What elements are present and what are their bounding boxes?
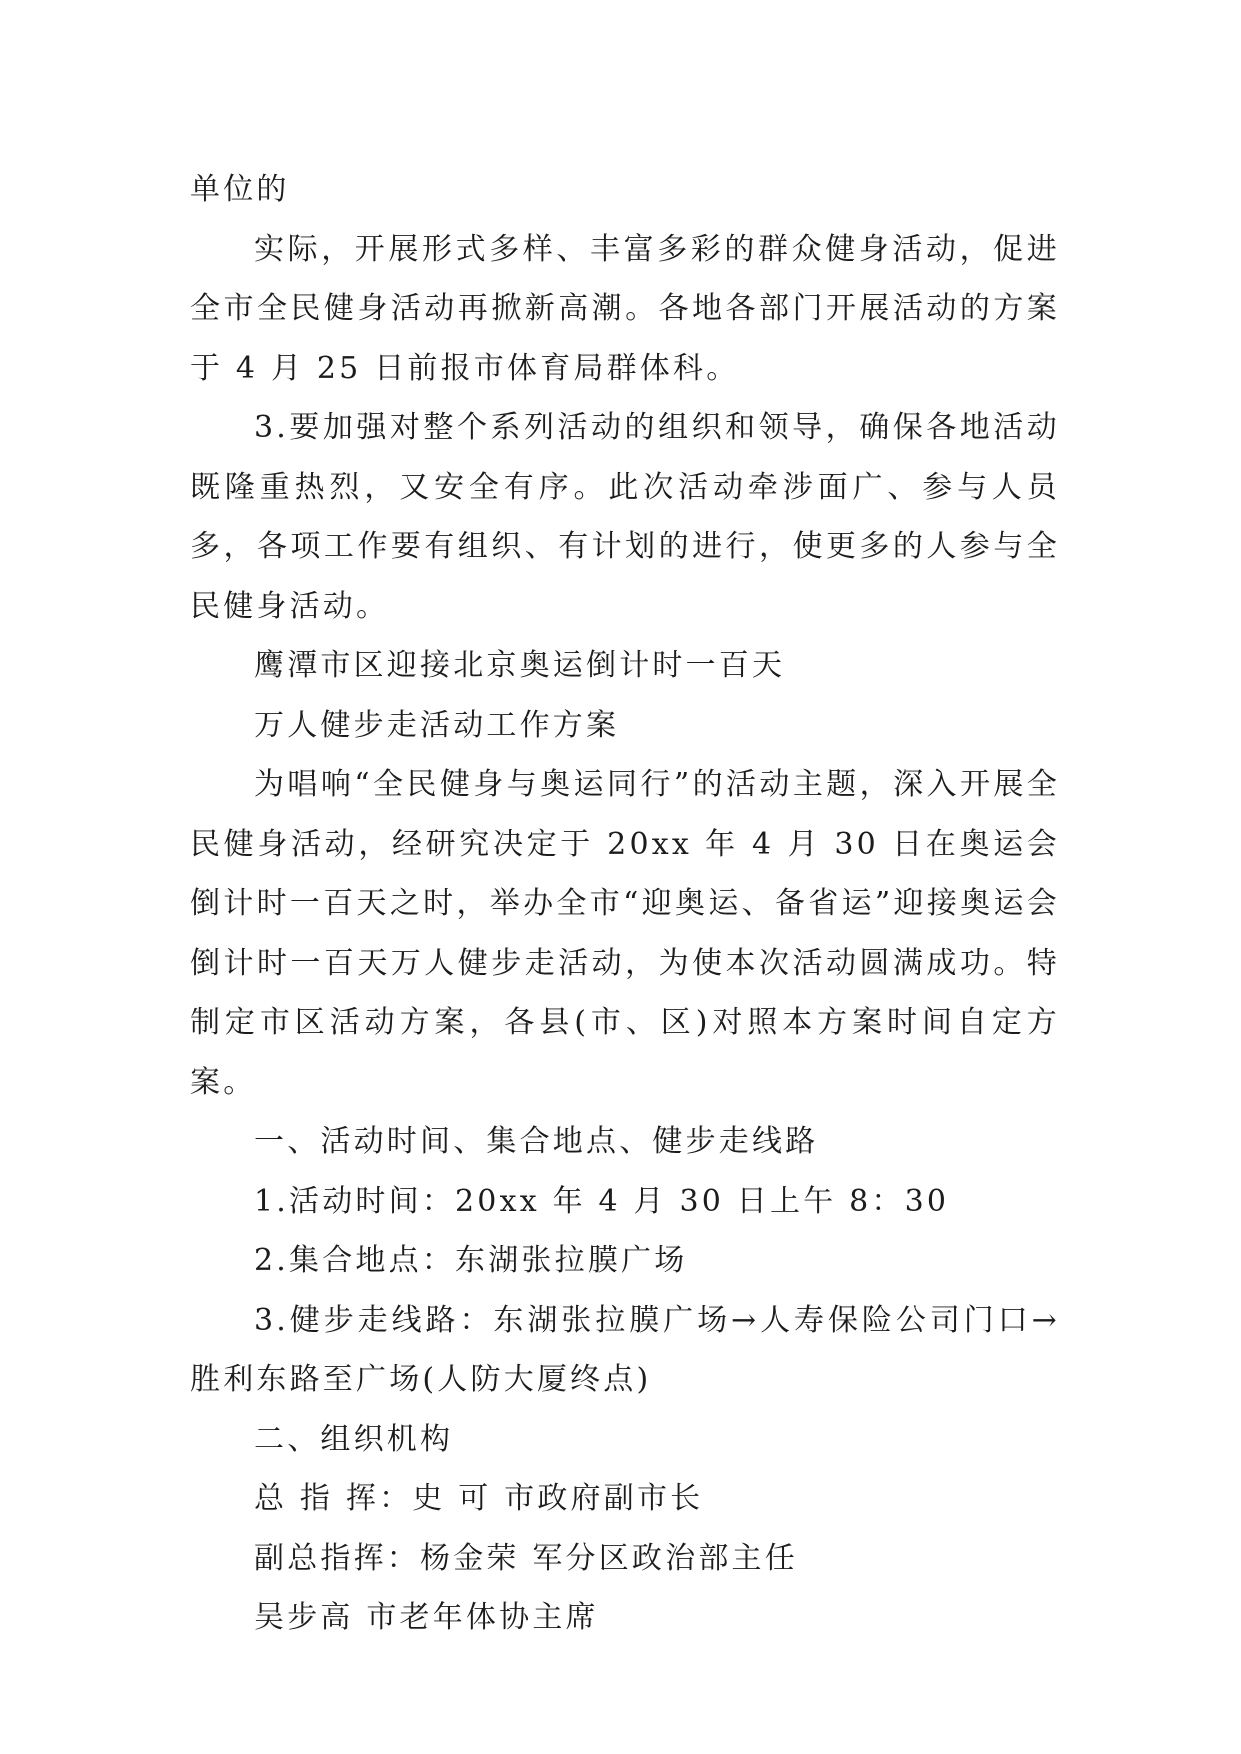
- item-walking-route: 3.健步走线路：东湖张拉膜广场→人寿保险公司门口→胜利东路至广场(人防大厦终点): [190, 1302, 1060, 1397]
- paragraph-title-line-2: 万人健步走活动工作方案: [254, 707, 620, 743]
- item-commander: 总 指 挥：史 可 市政府副市长: [254, 1481, 704, 1516]
- paragraph-title-line-1: 鹰潭市区迎接北京奥运倒计时一百天: [254, 648, 786, 683]
- paragraph-actual: 实际，开展形式多样、丰富多彩的群众健身活动，促进全市全民健身活动再掀新高潮。各地各部门开展活动的方案于 4 月 25 日前报市体育局群体科。: [190, 231, 1060, 386]
- paragraph-organization: 3.要加强对整个系列活动的组织和领导，确保各地活动既隆重热烈，又安全有序。此次活动牵涉面广、参与人员多，各项工作要有组织、有计划的进行，使更多的人参与全民健身活动。: [190, 410, 1060, 624]
- item-activity-time: 1.活动时间：20xx 年 4 月 30 日上午 8：30: [254, 1183, 950, 1219]
- item-member: 吴步高 市老年体协主席: [254, 1600, 599, 1635]
- item-gathering-place: 2.集合地点：东湖张拉膜广场: [254, 1243, 688, 1278]
- paragraph-intro: 为唱响“全民健身与奥运同行”的活动主题，深入开展全民健身活动，经研究决定于 20xx 年 4 月 30 日在奥运会倒计时一百天之时，举办全市“迎奥运、备省运”迎接奥运会倒计时一百天万人健步走活动，为使本次活动圆满成功。特制定市区活动方案，各县(市、区)对照本方案时间自定方案。: [190, 767, 1060, 1100]
- section-heading-organization: 二、组织机构: [254, 1421, 454, 1457]
- section-heading-time-place: 一、活动时间、集合地点、健步走线路: [254, 1124, 819, 1159]
- document-body: [190, 160, 1060, 1648]
- paragraph-unit: 单位的: [190, 172, 290, 207]
- item-deputy-commander: 副总指挥：杨金荣 军分区政治部主任: [254, 1540, 798, 1576]
